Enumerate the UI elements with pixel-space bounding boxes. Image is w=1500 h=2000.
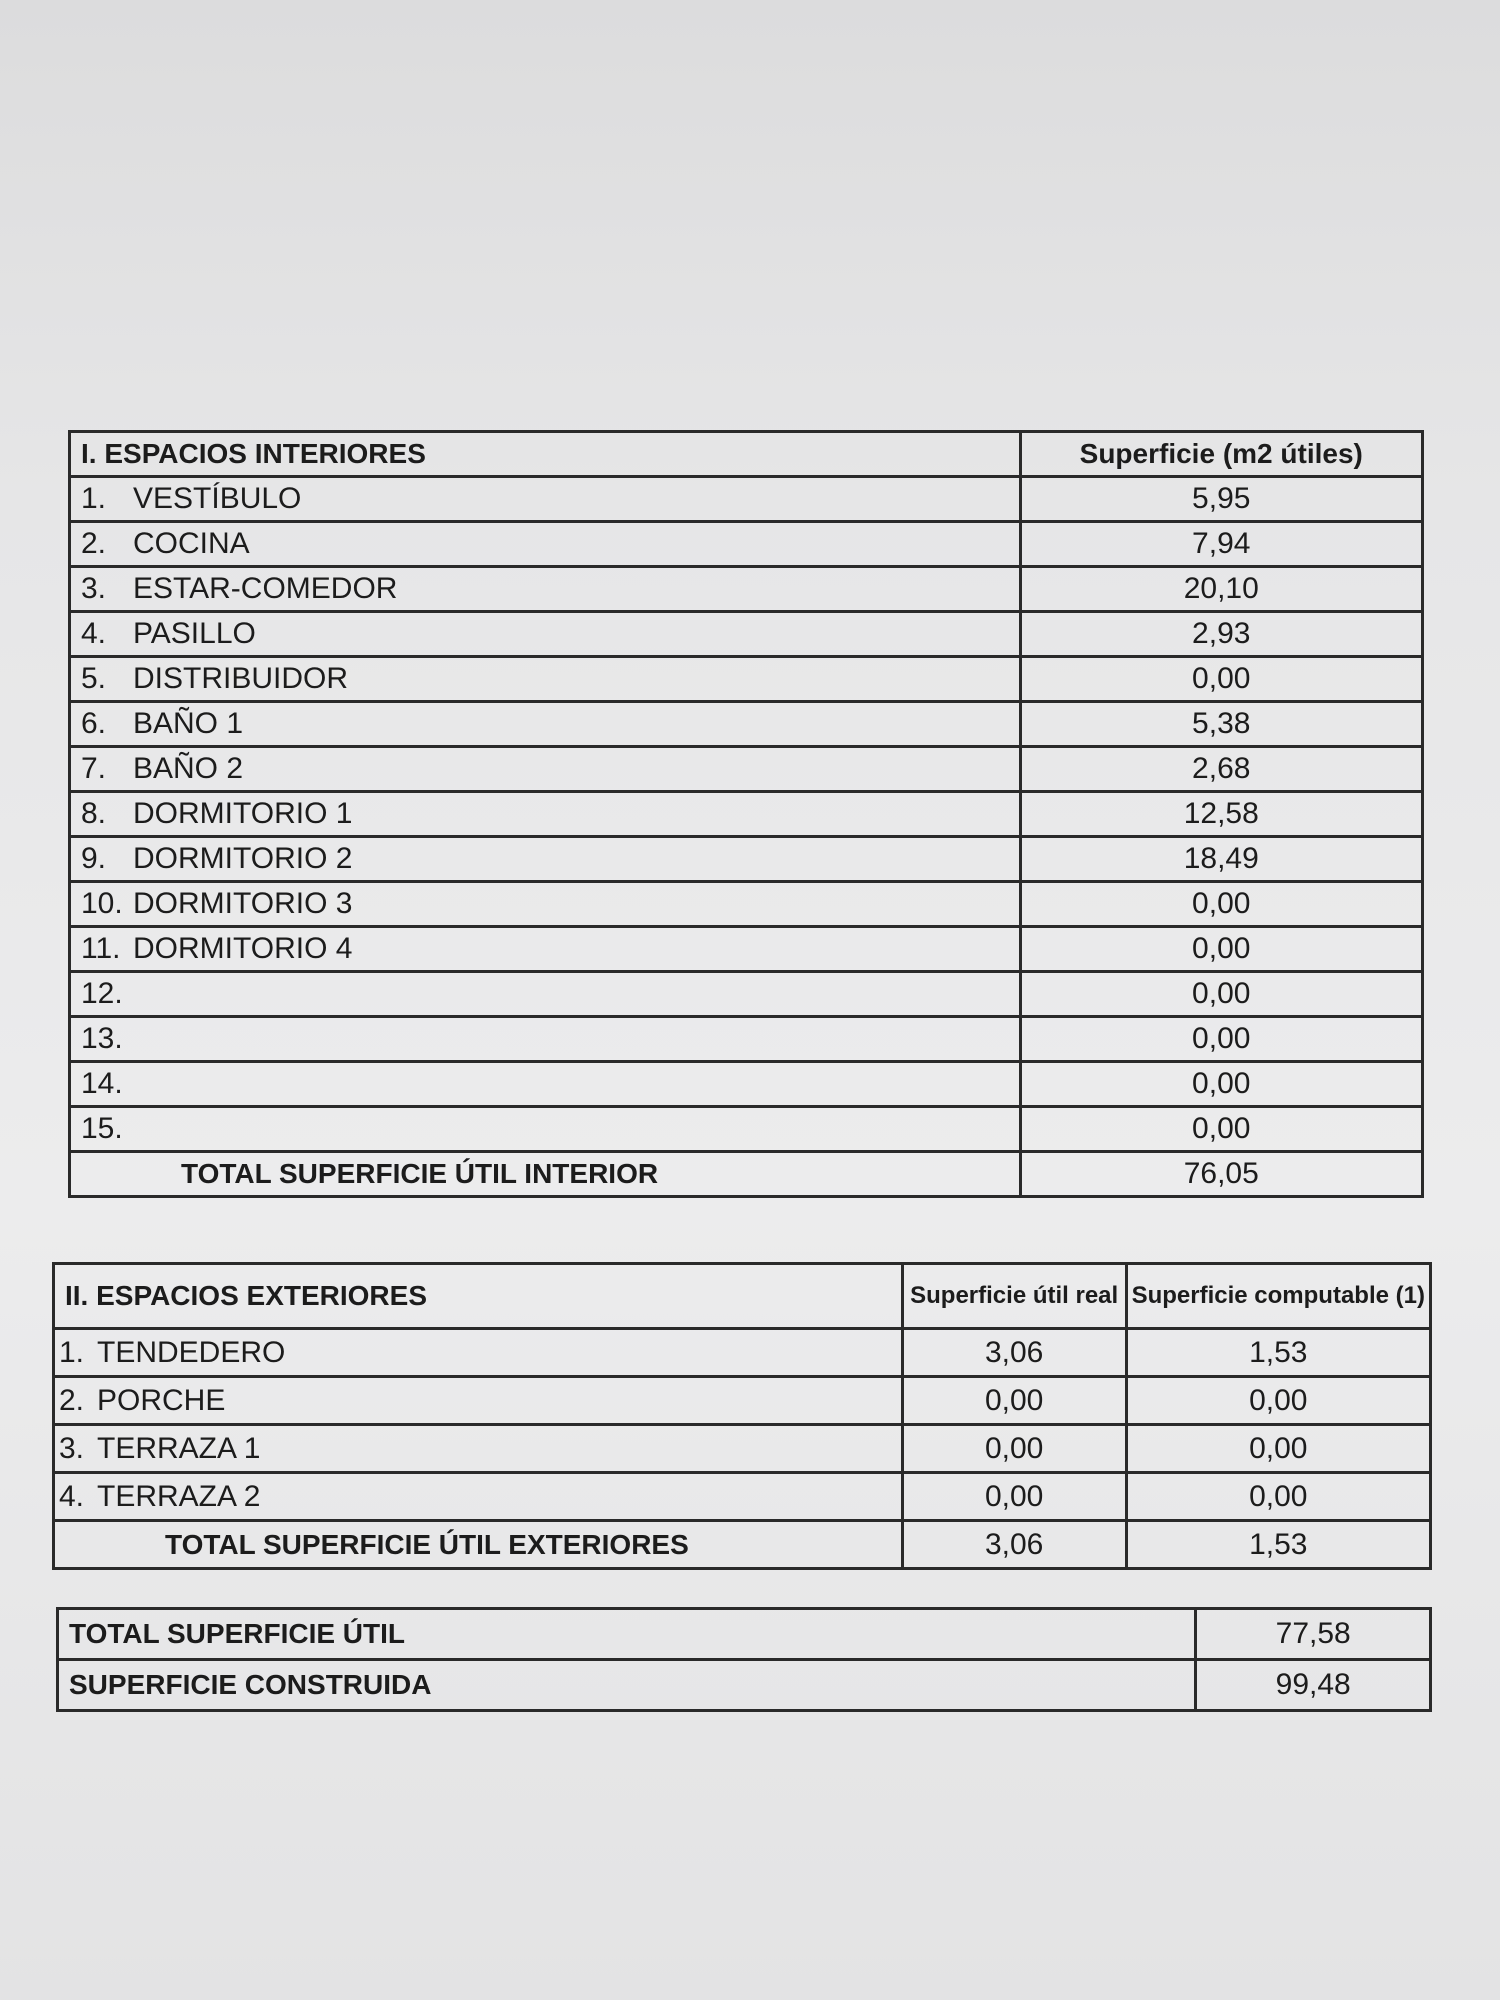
exterior-total-row [54, 1521, 1431, 1569]
interior-row [70, 927, 1423, 972]
total-util-value: 77,58 [1196, 1609, 1431, 1660]
interior-room-number: 8. [81, 797, 107, 830]
interior-column-header: Superficie (m2 útiles) [1020, 432, 1423, 477]
interior-room-name: COCINA [133, 527, 250, 560]
exterior-space-number: 1. [59, 1335, 85, 1369]
interior-row [70, 702, 1423, 747]
total-util-label: TOTAL SUPERFICIE ÚTIL [58, 1609, 1196, 1660]
interior-room-cell [70, 567, 1021, 612]
exterior-total-computable: 1,53 [1126, 1521, 1430, 1569]
interior-room-name: PASILLO [133, 617, 256, 650]
interior-room-cell [70, 1017, 1021, 1062]
exterior-col-computable: Superficie computable (1) [1126, 1264, 1430, 1329]
exterior-row [54, 1377, 1431, 1425]
exterior-area-real: 0,00 [902, 1425, 1126, 1473]
interior-room-name: DISTRIBUIDOR [133, 662, 349, 695]
interior-room-name: DORMITORIO 2 [133, 842, 353, 875]
interior-room-cell [70, 657, 1021, 702]
interior-room-area: 2,68 [1020, 747, 1423, 792]
interior-room-cell [70, 882, 1021, 927]
interior-room-area: 12,58 [1020, 792, 1423, 837]
exterior-space-cell [54, 1473, 903, 1521]
interior-row [70, 1107, 1423, 1152]
exterior-space-name: PORCHE [97, 1383, 226, 1417]
interior-heading: I. ESPACIOS INTERIORES [70, 432, 1021, 477]
interior-room-number: 10. [81, 887, 123, 920]
interior-row [70, 1017, 1423, 1062]
summary-table [56, 1607, 1432, 1712]
interior-room-cell [70, 1062, 1021, 1107]
interior-row [70, 477, 1423, 522]
interior-room-area: 0,00 [1020, 1107, 1423, 1152]
interior-room-name: DORMITORIO 1 [133, 797, 353, 830]
exterior-area-computable: 0,00 [1126, 1377, 1430, 1425]
interior-room-name: DORMITORIO 4 [133, 932, 353, 965]
exterior-spaces-table [52, 1262, 1432, 1570]
exterior-total-label: TOTAL SUPERFICIE ÚTIL EXTERIORES [54, 1521, 903, 1569]
exterior-space-number: 3. [59, 1431, 85, 1465]
interior-header-row [70, 432, 1423, 477]
interior-room-number: 12. [81, 977, 123, 1010]
interior-room-number: 13. [81, 1022, 123, 1055]
interior-room-cell [70, 477, 1021, 522]
exterior-space-cell [54, 1377, 903, 1425]
interior-room-area: 0,00 [1020, 972, 1423, 1017]
interior-room-area: 5,95 [1020, 477, 1423, 522]
exterior-header-row [54, 1264, 1431, 1329]
interior-room-area: 20,10 [1020, 567, 1423, 612]
interior-room-number: 1. [81, 482, 107, 515]
interior-room-cell [70, 1107, 1021, 1152]
interior-room-cell [70, 702, 1021, 747]
exterior-space-name: TENDEDERO [97, 1335, 286, 1369]
interior-room-area: 0,00 [1020, 657, 1423, 702]
interior-room-area: 0,00 [1020, 882, 1423, 927]
interior-total-label: TOTAL SUPERFICIE ÚTIL INTERIOR [70, 1152, 1021, 1197]
interior-room-area: 0,00 [1020, 1017, 1423, 1062]
exterior-row [54, 1425, 1431, 1473]
exterior-row [54, 1329, 1431, 1377]
interior-room-cell [70, 747, 1021, 792]
interior-room-name: VESTÍBULO [133, 482, 302, 515]
construida-label: SUPERFICIE CONSTRUIDA [58, 1660, 1196, 1711]
exterior-area-real: 3,06 [902, 1329, 1126, 1377]
interior-room-name: BAÑO 1 [133, 707, 244, 740]
interior-room-number: 9. [81, 842, 107, 875]
interior-room-number: 5. [81, 662, 107, 695]
interior-total-row [70, 1152, 1423, 1197]
interior-room-number: 7. [81, 752, 107, 785]
interior-room-cell [70, 612, 1021, 657]
exterior-space-number: 2. [59, 1383, 85, 1417]
interior-room-number: 4. [81, 617, 107, 650]
interior-room-number: 14. [81, 1067, 123, 1100]
interior-room-number: 11. [81, 932, 121, 965]
interior-row [70, 522, 1423, 567]
exterior-space-cell [54, 1329, 903, 1377]
exterior-space-name: TERRAZA 1 [97, 1431, 261, 1465]
exterior-space-name: TERRAZA 2 [97, 1479, 261, 1513]
interior-room-area: 2,93 [1020, 612, 1423, 657]
exterior-area-computable: 0,00 [1126, 1425, 1430, 1473]
interior-row [70, 837, 1423, 882]
interior-row [70, 657, 1423, 702]
interior-room-cell [70, 522, 1021, 567]
interior-room-number: 6. [81, 707, 107, 740]
construida-value: 99,48 [1196, 1660, 1431, 1711]
interior-row [70, 1062, 1423, 1107]
exterior-space-cell [54, 1425, 903, 1473]
interior-room-area: 7,94 [1020, 522, 1423, 567]
interior-room-name: DORMITORIO 3 [133, 887, 353, 920]
interior-room-area: 5,38 [1020, 702, 1423, 747]
interior-row [70, 747, 1423, 792]
interior-total-value: 76,05 [1020, 1152, 1423, 1197]
exterior-row [54, 1473, 1431, 1521]
interior-room-cell [70, 972, 1021, 1017]
interior-room-name: ESTAR-COMEDOR [133, 572, 398, 605]
interior-room-cell [70, 927, 1021, 972]
interior-room-number: 3. [81, 572, 107, 605]
interior-row [70, 972, 1423, 1017]
interior-room-cell [70, 837, 1021, 882]
interior-room-area: 18,49 [1020, 837, 1423, 882]
exterior-area-real: 0,00 [902, 1377, 1126, 1425]
interior-row [70, 567, 1423, 612]
exterior-col-real: Superficie útil real [902, 1264, 1126, 1329]
interior-room-name: BAÑO 2 [133, 752, 244, 785]
construida-row [58, 1660, 1431, 1711]
interior-room-area: 0,00 [1020, 1062, 1423, 1107]
exterior-area-computable: 0,00 [1126, 1473, 1430, 1521]
interior-room-number: 2. [81, 527, 107, 560]
interior-room-number: 15. [81, 1112, 123, 1145]
exterior-space-number: 4. [59, 1479, 85, 1513]
interior-room-area: 0,00 [1020, 927, 1423, 972]
interior-row [70, 882, 1423, 927]
interior-spaces-table [68, 430, 1424, 1198]
exterior-area-computable: 1,53 [1126, 1329, 1430, 1377]
interior-room-cell [70, 792, 1021, 837]
interior-row [70, 612, 1423, 657]
exterior-heading: II. ESPACIOS EXTERIORES [54, 1264, 903, 1329]
interior-row [70, 792, 1423, 837]
exterior-total-real: 3,06 [902, 1521, 1126, 1569]
total-util-row [58, 1609, 1431, 1660]
exterior-area-real: 0,00 [902, 1473, 1126, 1521]
